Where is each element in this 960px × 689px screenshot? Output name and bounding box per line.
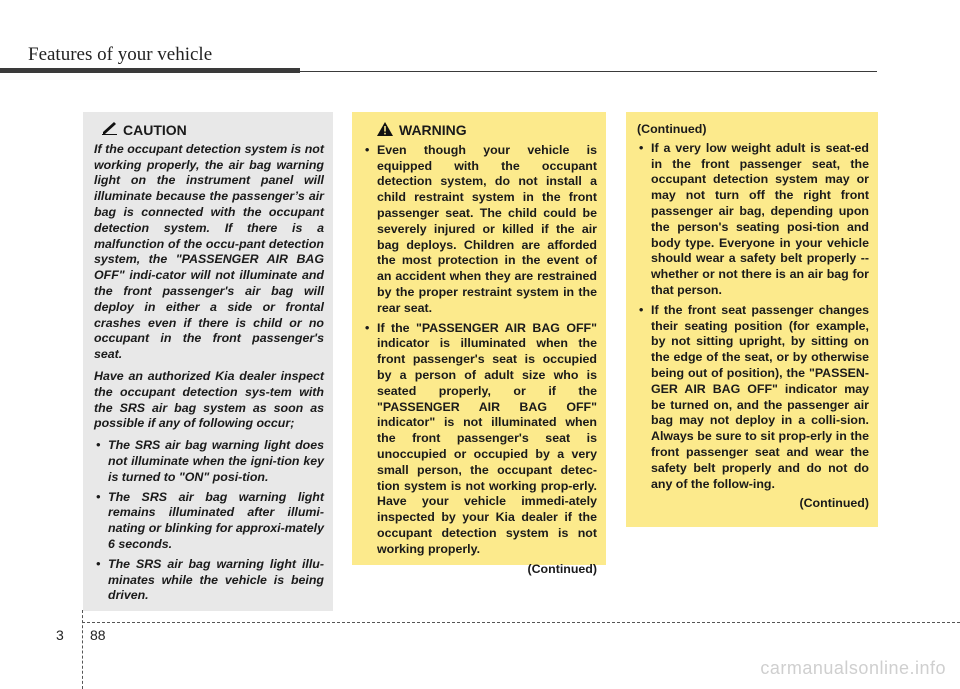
pencil-icon <box>102 122 117 139</box>
continued-warning-panel <box>626 112 878 527</box>
continued-list-item: • If the front seat passenger changes their seating position (for example, by not sitting upright, by sitting on the edge of the seat, or by otherwise being out of position), the "PASSEN-GER AIR BAG OFF" indicator may be turned on, and the passenger air bag may not deploy in a colli-sion. Always be sure to sit prop-erly in the front passenger seat and wear the safety belt properly and do not do any of the follow-ing. <box>637 303 869 493</box>
continued-top-label: (Continued) <box>637 122 707 136</box>
caution-heading <box>102 122 324 139</box>
warning-list <box>363 143 597 558</box>
caution-list-item: • The SRS air bag warning light remains illuminated after illumi-nating or blinking for approxi-mately 6 seconds. <box>94 490 324 553</box>
continued-list <box>637 141 869 493</box>
header-rule-thin <box>300 71 877 72</box>
continued-list-item: • If a very low weight adult is seat-ed in the front passenger seat, the occupant detection system may or may not turn off the right front passenger air bag, depending upon the person's seating posi-tion and body type. Everyone in your vehicle should wear a safety belt properly -- whether or not there is an air bag for that person. <box>637 141 869 299</box>
caution-heading-label: CAUTION <box>123 121 187 138</box>
caution-list-item: • The SRS air bag warning light illu-minates while the vehicle is being driven. <box>94 557 324 604</box>
caution-list-item: • The SRS air bag warning light does not illuminate when the igni-tion key is turned to "ON" posi-tion. <box>94 438 324 485</box>
watermark: carmanualsonline.info <box>760 658 946 678</box>
footer-dashed-rule <box>82 622 960 623</box>
warning-list-item: • Even though your vehicle is equipped with the occupant detection system, do not install a child restraint system in the front passenger seat. The child could be severely injured or killed if the air bag deploys. Children are afforded the most protection in the event of an accident when they are restrained by the proper restraint system in the rear seat. <box>363 143 597 317</box>
continued-bottom-label: (Continued) <box>799 496 869 511</box>
page-header-title: Features of your vehicle <box>28 44 213 65</box>
warning-heading-label: WARNING <box>399 122 467 138</box>
warning-list-item: • If the "PASSENGER AIR BAG OFF" indicator is illuminated when the front passenger's seat is occupied by a person of adult size who is seated properly, or if the "PASSENGER AIR BAG OFF" indicator" is not illuminated when the front passenger's seat is unoccupied or occupied by a very small person, the occupant detec-tion system is not working prop-erly. Have your vehicle immedi-ately inspected by your Kia dealer if the occupant detection system is not working properly. <box>363 321 597 558</box>
caution-panel <box>83 112 333 611</box>
caution-list <box>94 438 324 604</box>
warning-panel <box>352 112 606 576</box>
warning-continued-label: (Continued) <box>527 561 597 576</box>
caution-paragraph-1: If the occupant detection system is not working properly, the air bag warning light on the instrument panel will illuminate because the passenger’s air bag is connected with the occupant detection system. If there is a malfunction of the occu-pant detection system, the "PASSENGER AIR BAG OFF" indi-cator will not illuminate and the front passenger's air bag will deploy in either a side or frontal crashes even if there is child or no occupant in the front passenger's seat. <box>94 141 324 362</box>
caution-paragraph-2: Have an authorized Kia dealer inspect the occupant detection sys-tem with the SRS air bag system as soon as possible if any of following occur; <box>94 368 324 431</box>
footer-vertical-rule <box>82 610 83 689</box>
warning-heading <box>377 122 597 140</box>
page-number: 88 <box>90 627 106 643</box>
section-number: 3 <box>56 627 64 643</box>
header-rule-thick <box>0 68 300 73</box>
warning-triangle-icon <box>377 122 393 140</box>
